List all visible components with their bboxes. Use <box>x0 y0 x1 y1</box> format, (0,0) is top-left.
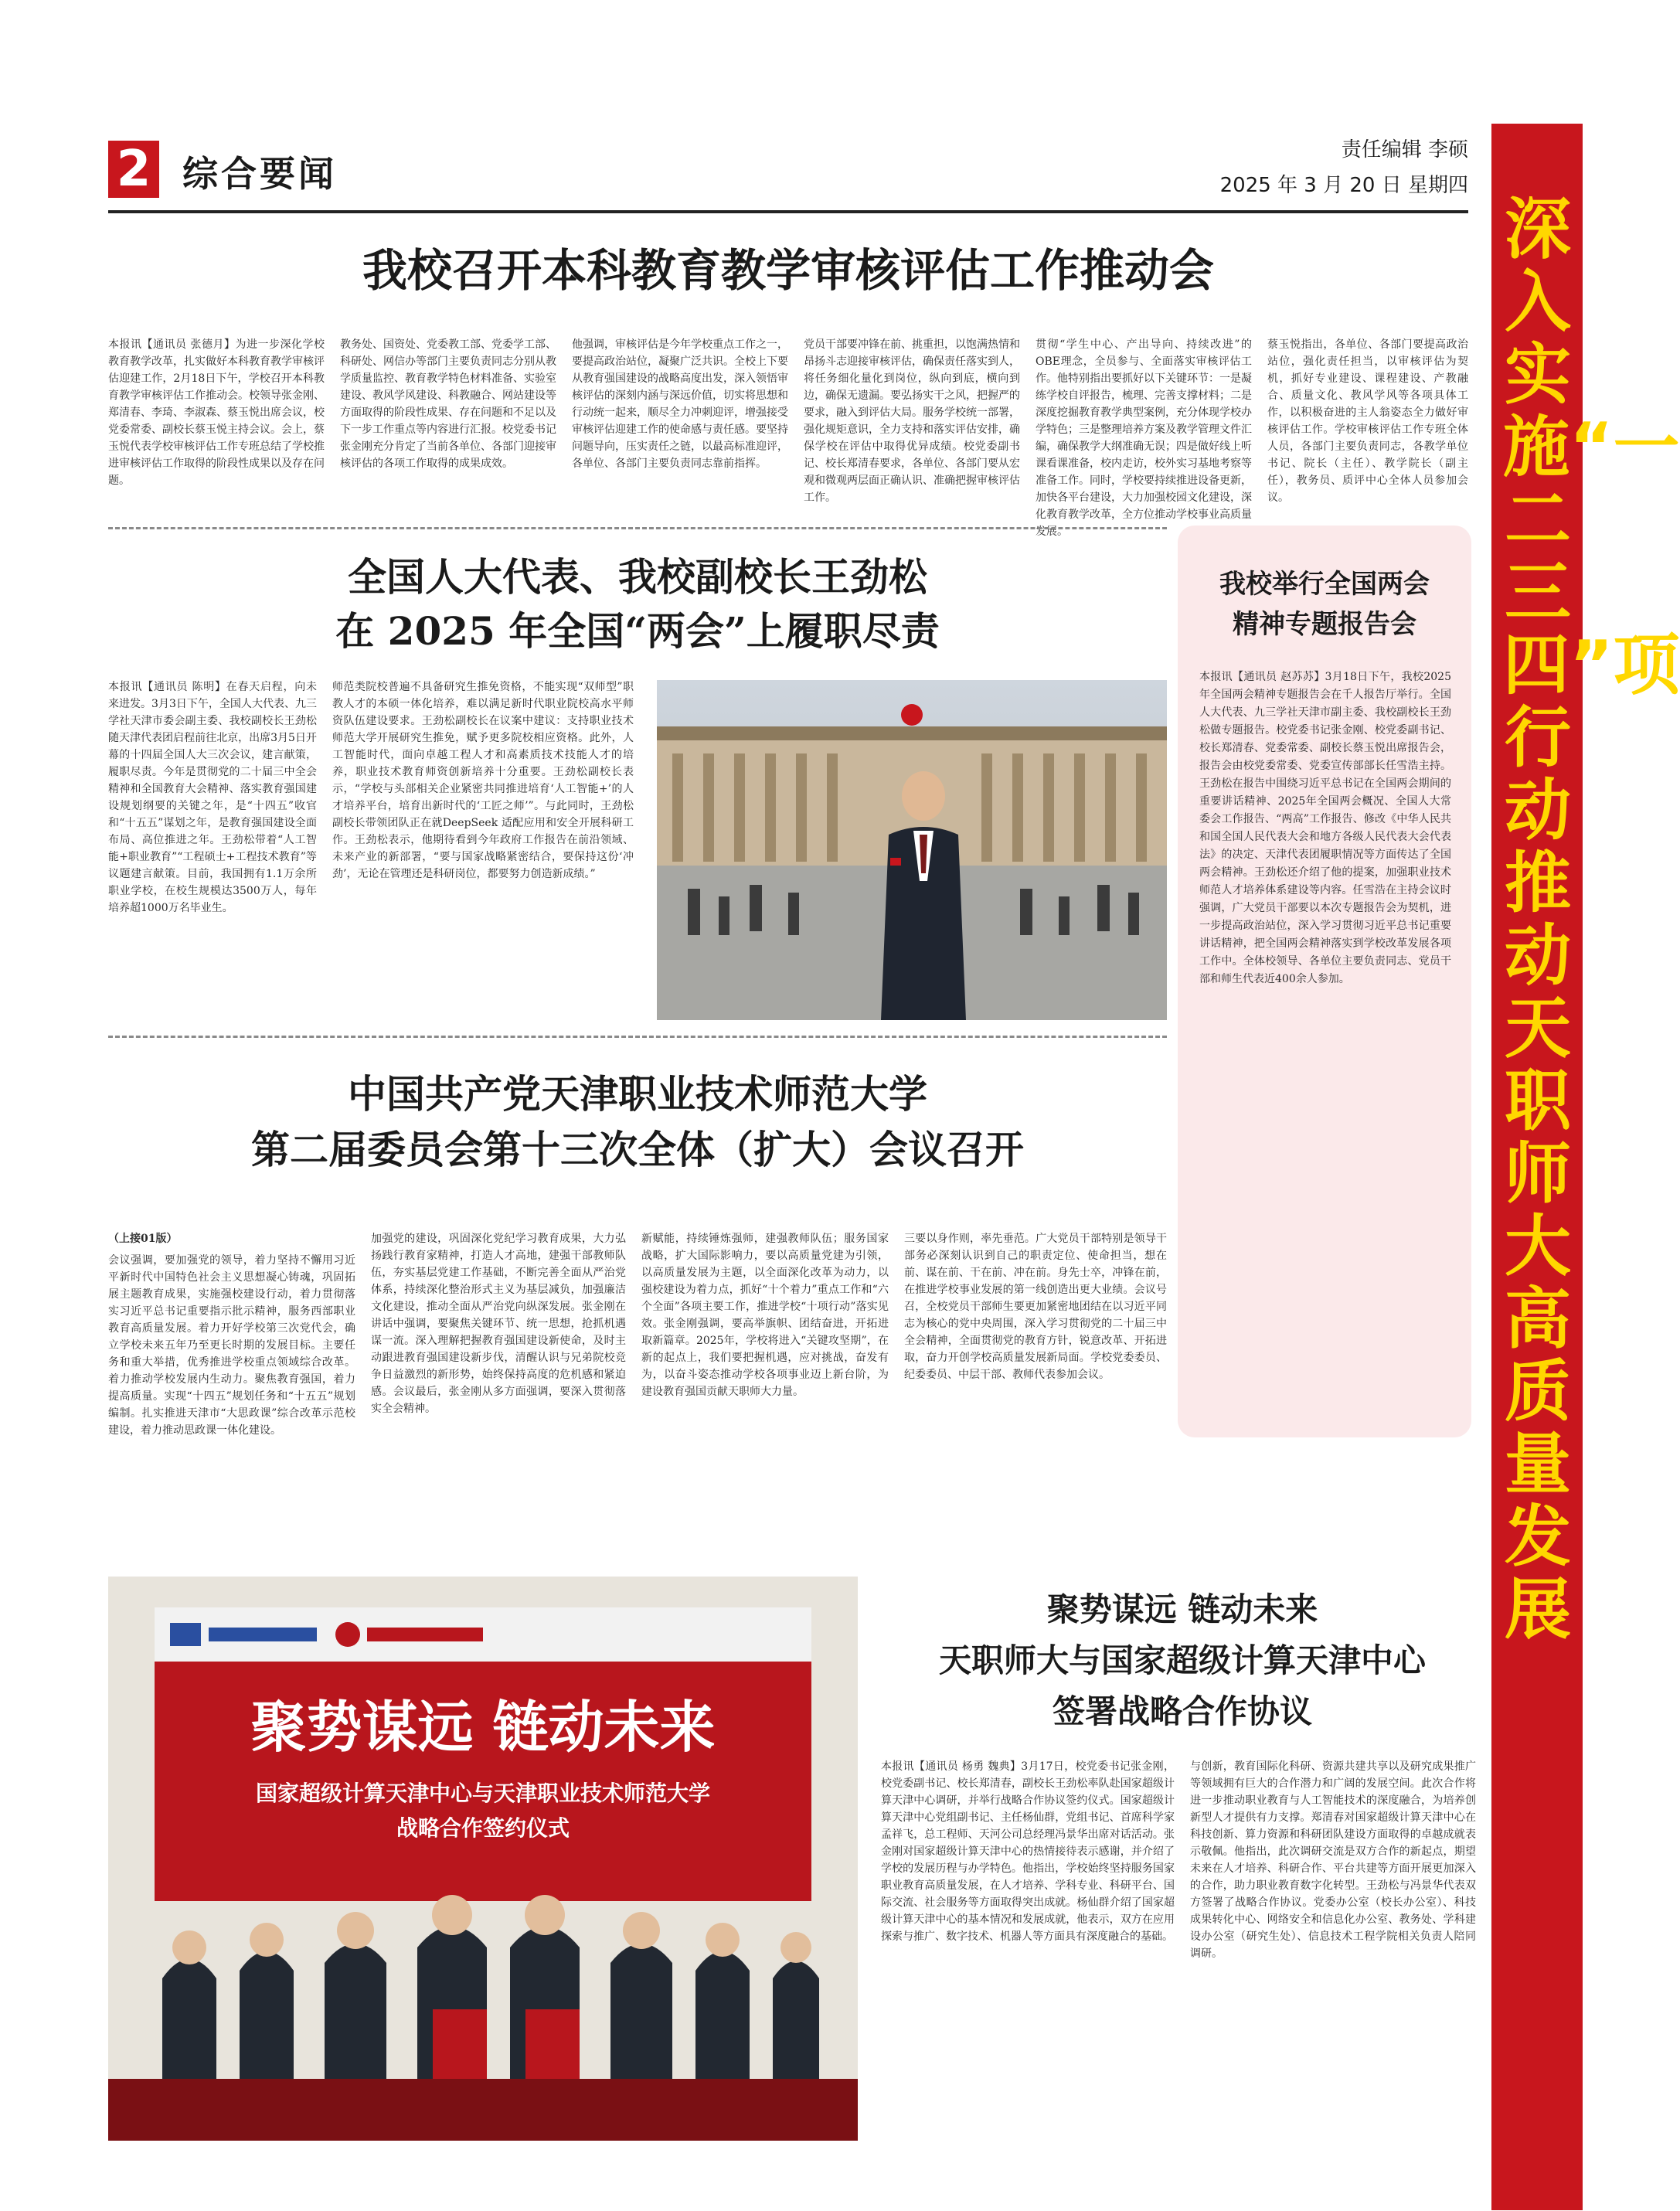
article2-column: 师范类院校普遍不具备研究生推免资格，不能实现“双师型”职教人才的本硕一体化培养，难以满足新时代职业院校高水平师资队伍建设要求。王劲松副校长在议案中建议：支持职业技术师范大学开展研究生推免，赋予更多院校相应资格。此外，人工智能时代，面向卓越工程人才和高素质技术技能人才的培养，职业技术教育师资创新培养十分重要。王劲松副校长表示，“学校与头部相关企业紧密共同推进培育‘人工智能+’的人才培养平台，培育出新时代的‘工匠之师’”。与此同时，王劲松副校长带领团队正在就DeepSeek 适配应用和安全开展科研工作。王劲松表示，他期待看到今年政府工作报告在前沿领域、未来产业的新部署，“要与国家战略紧密结合，要保持这份‘冲劲’，无论在管理还是科研岗位，都要努力创造新成绩。” <box>332 681 634 880</box>
article5-headline: 聚势谋远 链动未来 天职师大与国家超级计算天津中心 签署战略合作协议 <box>938 1590 1426 1730</box>
divider <box>108 1036 1167 1038</box>
page-number: 2 <box>108 141 159 198</box>
article3-column: 新赋能，持续锤炼强师，建强教师队伍；服务国家战略，扩大国际影响力，要以高质量党建为引领，以高质量发展为主题，以全面深化改革为动力，以强校建设为着力点，抓好“十个着力”重点工作和“六个全面”各项主要工作，推进学校“十项行动”落实见效。张金刚强调，要高举旗帜、团结奋进，开拓进取新篇章。2025年，学校将进入“关键攻坚期”，在新的起点上，我们要把握机遇，应对挑战，奋发有为，以奋斗姿态推动学校各项事业迈上新台阶，为建设教育强国贡献天职师大力量。 <box>641 1233 889 1398</box>
article2-headline: 全国人大代表、我校副校长王劲松 在 2025 年全国“两会”上履职尽责 <box>335 554 940 654</box>
photo-representative-at-great-hall <box>657 680 1167 1020</box>
article1-column: 他强调，审核评估是今年学校重点工作之一，要提高政治站位，凝聚广泛共识。全校上下要从教育强国建设的战略高度出发，深入领悟审核评估的深刻内涵与深远价值，切实将思想和行动统一起来，顺尽全力冲刺迎评，增强接受审核评估迎建工作的使命感与责任感。要坚持问题导向，压实责任之链，以最高标准迎评，各单位、各部门主要负责同志靠前指挥。 <box>572 338 788 470</box>
article4-column: 本报讯【通讯员 赵苏苏】3月18日下午，我校2025年全国两会精神专题报告会在千人报告厅举行。全国人大代表、九三学社天津市副主委、我校副校长王劲松做专题报告。校党委书记张金刚、校党委副书记、校长郑清春、党委常委、副校长蔡玉悦出席报告会，报告会由校党委常委、党委宣传部部长任雪浩主持。王劲松在报告中围绕习近平总书记在全国两会期间的重要讲话精神、2025年全国两会概况、全国人大常委会工作报告、“两高”工作报告、修改《中华人民共和国全国人民代表大会和地方各级人民代表大会代表法》的决定、天津代表团履职情况等方面传达了全国两会精神。王劲松还介绍了他的提案，加强职业技术师范人才培养体系建设等内容。任雪浩在主持会议时强调，广大党员干部要以本次专题报告会为契机，进一步提高政治站位，深入学习贯彻习近平总书记重要讲话精神，把全国两会精神落实到学校改革发展各项工作中。全体校领导、各单位主要负责同志、党员干部和师生代表近400余人参加。 <box>1199 671 1451 985</box>
article4-headline: 我校举行全国两会 精神专题报告会 <box>1219 569 1430 640</box>
article3-column: 三要以身作则，率先垂范。广大党员干部特别是领导干部务必深刻认识到自己的职责定位、使命担当，想在前、谋在前、干在前、冲在前。身先士卒，冲锋在前，在推进学校事业发展的第一线创造出更大业绩。会议号召，全校党员干部师生要更加紧密地团结在以习近平同志为核心的党中央周围，深入学习贯彻党的二十届三中全会精神，全面贯彻党的教育方针，锐意改革、开拓进取，奋力开创学校高质量发展新局面。学校党委委员、纪委委员、中层干部、教师代表参加会议。 <box>904 1233 1167 1381</box>
article1-column: 贯彻“学生中心、产出导向、持续改进”的OBE理念，全员参与、全面落实审核评估工作。他特别指出要抓好以下关键环节：一是凝练学校自评报告，梳理、完善支撑材料；二是深度挖掘教育教学典型案例，充分体现学校办学特色；三是整理培养方案及教学管理文件汇编，确保教学大纲准确无误；四是做好线上听课看课准备，校内走访，校外实习基地考察等准备工作。同时，学校要持续推进设备更新，加快各平台建设，大力加强校园文化建设，深化教育教学改革，全方位推动学校事业高质量发展。 <box>1036 338 1252 538</box>
article3-column: 加强党的建设，巩固深化党纪学习教育成果，大力弘扬践行教育家精神，打造人才高地，建强干部教师队伍，夯实基层党建工作基础，不断完善全面从严治党体系，持续深化整治形式主义为基层减负，加强廉洁文化建设，推动全面从严治党向纵深发展。张金刚在讲话中强调，要聚焦关键环节、统一思想，抢抓机遇谋一流。深入理解把握教育强国建设新使命，及时主动跟进教育强国建设新步伐，清醒认识与兄弟院校竞争日益激烈的新形势，始终保持高度的危机感和紧迫感。会议最后，张金刚从多方面强调，要深入贯彻落实全会精神。 <box>371 1233 626 1415</box>
photo-signing-ceremony <box>108 1577 858 2141</box>
divider <box>108 527 1167 529</box>
article1-column: 蔡玉悦指出，各单位、各部门要提高政治站位，强化责任担当，以审核评估为契机，抓好专业建设、课程建设、产教融合、质量文化、教风学风等各项具体工作，以积极奋进的主人翁姿态全力做好审核评估工作。学校审核评估工作专班全体人员，各部门主要负责同志，各教学单位书记、院长（主任）、教学院长（副主任），教务员、质评中心全体人员参加会议。 <box>1267 338 1468 504</box>
section-title: 综合要闻 <box>182 153 337 195</box>
article5-column: 与创新，教育国际化科研、资源共建共享以及研究成果推广等领域拥有巨大的合作潜力和广阔的发展空间。此次合作将进一步推动职业教育与人工智能技术的深度融合，为培养创新型人才提供有力支撑。郑清春对国家超级计算天津中心在科技创新、算力资源和科研团队建设方面取得的卓越成就表示敬佩。他指出，此次调研交流是双方合作的新起点，期望未来在人才培养、科研合作、平台共建等方面开展更加深入的合作，助力职业教育数字化转型。王劲松与冯景华代表双方签署了战略合作协议。党委办公室（校长办公室）、科技成果转化中心、网络安全和信息化办公室、教务处、学科建设办公室（研究生处）、信息技术工程学院相关负责人陪同调研。 <box>1190 1760 1476 1960</box>
article3-column: 会议强调，要加强党的领导，着力坚持不懈用习近平新时代中国特色社会主义思想凝心铸魂，巩固拓展主题教育成果，实施强校建设行动，着力贯彻落实习近平总书记重要指示批示精神，服务西部职业教育高质量发展。着力开好学校第三次党代会，确立学校未来五年乃至更长时期的发展目标。主要任务和重大举措，优秀推进学校重点领域综合改革。着力推动学校发展内生动力。聚焦教育强国，着力提高质量。实现“十四五”规划任务和“十五五”规划编制。扎实推进天津市“大思政课”综合改革示范校建设，着力推动思政课一体化建设。 <box>108 1254 355 1437</box>
article1-column: 本报讯【通讯员 张德月】为进一步深化学校教育教学改革，扎实做好本科教育教学审核评估迎建工作，2月18日下午，学校召开本科教育教学审核评估工作推动会。校领导张金刚、郑清春、李琦、李淑森、蔡玉悦出席会议，校党委常委、副校长蔡玉悦主持会议。会上，蔡玉悦代表学校审核评估工作专班总结了学校推进审核评估工作取得的阶段性成果以及存在问题。 <box>108 338 325 487</box>
continued-note: （上接01版） <box>108 1233 178 1245</box>
article3-headline: 中国共产党天津职业技术师范大学 第二届委员会第十三次全体（扩大）会议召开 <box>251 1071 1024 1172</box>
slogan-banner-text: 深入实施“一二三四”项行动 推动天职师大高质量发展 <box>1503 191 1680 1648</box>
article1-headline: 我校召开本科教育教学审核评估工作推动会 <box>362 244 1214 297</box>
issue-date: 2025 年 3 月 20 日 星期四 <box>1219 174 1468 197</box>
representative-photo-illustration <box>657 680 1167 1020</box>
header-rule <box>108 210 1468 213</box>
article5-column: 本报讯【通讯员 杨勇 魏典】3月17日，校党委书记张金刚，校党委副书记、校长郑清春，副校长王劲松率队赴国家超级计算天津中心调研，并举行战略合作协议签约仪式。国家超级计算天津中心党组副书记、主任杨仙群，党组书记、首席科学家孟祥飞，总工程师、天河公司总经理冯景华出席对话活动。张金刚对国家超级计算天津中心的热情接待表示感谢，并介绍了学校的发展历程与办学特色。他指出，学校始终坚持服务国家职业教育高质量发展，在人才培养、学科专业、科研平台、国际交流、社会服务等方面取得突出成就。杨仙群介绍了国家超级计算天津中心的基本情况和发展成就，他表示，双方在应用探索与推广、数字技术、机器人等方面具有深度融合的基础。 <box>881 1760 1175 1943</box>
banner-subtitle: 国家超级计算天津中心与天津职业技术师范大学 <box>255 1781 711 1806</box>
banner-subtitle: 战略合作签约仪式 <box>396 1815 570 1841</box>
editor-credit: 责任编辑 李硕 <box>1341 138 1468 162</box>
article1-column: 党员干部要冲锋在前、挑重担，以饱满热情和昂扬斗志迎接审核评估，确保责任落实到人，将任务细化量化到岗位，纵向到底，横向到边，确保无遗漏。要弘扬实干之风，把握严的要求，融入到评估大局。服务学校统一部署，强化规矩意识，全力支持和落实评估安排，确保学校在评估中取得优异成绩。校党委副书记、校长郑清春要求，各单位、各部门要从宏观和微观两层面正确认识、准确把握审核评估工作。 <box>804 338 1020 504</box>
banner-slogan: 聚势谋远 链动未来 <box>250 1695 716 1760</box>
article2-column: 本报讯【通讯员 陈明】在春天启程，向未来进发。3月3日下午，全国人大代表、九三学社天津市委会副主委、我校副校长王劲松随天津代表团启程前往北京，出席3月5日开幕的十四届全国人大三次会议，建言献策，履职尽责。今年是贯彻党的二十届三中全会精神和全国教育大会精神、落实教育强国建设规划纲要的关键之年，是“十四五”收官和“十五五”谋划之年，是教育强国建设全面布局、高位推进之年。王劲松带着“人工智能+职业教育”“工程硕士+工程技术教育”等议题建言献策。目前，我国拥有1.1万余所职业学校，在校生规模达3500万人，每年培养超1000万名毕业生。 <box>108 681 317 914</box>
page-header <box>0 0 1583 224</box>
article1-column: 教务处、国资处、党委教工部、党委学工部、科研处、网信办等部门主要负责同志分别从教学质量监控、教育教学特色材料准备、实验室建设、教风学风建设、科教融合、网站建设等方面取得的阶段性成果、存在问题和不足以及下一步工作重点等内容进行汇报。校党委书记张金刚充分肯定了当前各单位、各部门迎接审核评估的各项工作取得的成果成效。 <box>340 338 556 470</box>
signing-ceremony-illustration <box>108 1577 858 2141</box>
